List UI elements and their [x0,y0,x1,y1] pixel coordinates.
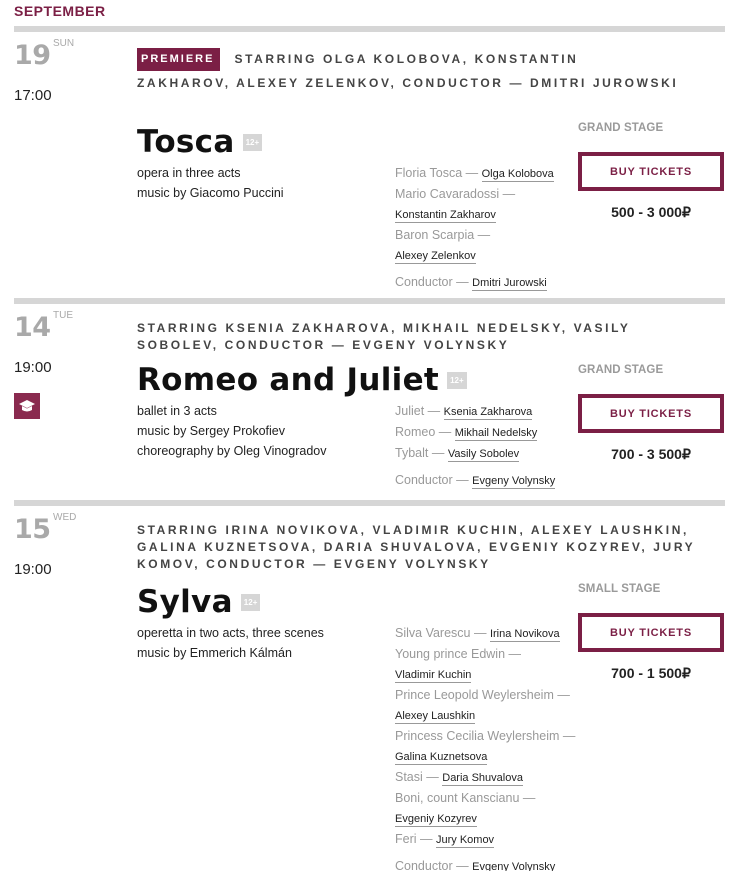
event-card [14,298,725,498]
cast-role: Prince Leopold Weylersheim — [395,688,570,702]
event-time: 19:00 [14,561,52,578]
cast-artist-link[interactable]: Irina Novikova [489,628,560,640]
conductor-artist-link[interactable]: Evgeny Volynsky [472,475,556,487]
cast-artist-link[interactable]: Vasily Sobolev [447,448,520,460]
event-card [14,500,725,870]
conductor-role: Conductor — [395,859,469,871]
cast-role: Mario Cavaradossi — [395,187,516,201]
stage-label: GRAND STAGE [578,122,664,134]
conductor-artist-link[interactable]: Evgeny Volynsky [472,861,555,871]
starring-text: STARRING IRINA NOVIKOVA, VLADIMIR KUCHIN, ALEXEY LAUSHKIN, GALINA KUZNETSOVA, DARIA SHUVALOVA, EVGENIY KOZYREV, JURY KOMOV, CONDUCTOR — EVGENY VOLYNSKY [137,523,696,571]
cast-artist-link[interactable]: Konstantin Zakharov [395,209,496,221]
event-description [137,163,284,203]
cast-role: Princess Cecilia Weylersheim — [395,729,576,743]
description-line: choreography by Oleg Vinogradov [137,444,327,458]
price-range: 700 - 1 500₽ [611,665,691,681]
description-line: opera in three acts [137,166,241,180]
cast-role: Juliet — [395,404,441,418]
event-description [137,623,324,663]
cast-role: Stasi — [395,770,439,784]
cast-artist-link[interactable]: Galina Kuznetsova [395,751,488,763]
buy-tickets-button[interactable]: BUY TICKETS [578,613,724,652]
description-line: music by Emmerich Kálmán [137,646,292,660]
cast-artist-link[interactable]: Evgeniy Kozyrev [395,813,477,825]
age-rating: 12+ [243,134,263,151]
cast-role: Silva Varescu — [395,626,487,640]
event-description [137,401,326,461]
graduation-cap-icon[interactable] [14,393,40,419]
buy-tickets-button[interactable]: BUY TICKETS [578,394,724,433]
cast-role: Tybalt — [395,446,445,460]
cast-list [395,163,580,293]
starring-text-cont: ZAKHAROV, ALEXEY ZELENKOV, CONDUCTOR — DMITRI JUROWSKI [137,76,679,90]
event-time: 17:00 [14,87,52,104]
conductor-role: Conductor — [395,275,469,289]
event-title[interactable]: Sylva [137,584,233,620]
cast-artist-link[interactable]: Vladimir Kuchin [395,669,472,681]
event-date: 15 [14,514,51,545]
cast-list [395,401,580,491]
age-rating: 12+ [447,372,467,389]
cast-role: Young prince Edwin — [395,647,522,661]
price-range: 500 - 3 000₽ [611,204,691,220]
cast-artist-link[interactable]: Olga Kolobova [481,168,554,180]
event-weekday: TUE [53,310,73,321]
price-range: 700 - 3 500₽ [611,446,691,462]
cast-artist-link[interactable]: Alexey Zelenkov [395,250,476,262]
event-date: 19 [14,40,51,71]
starring-block [137,522,717,573]
cast-role: Baron Scarpia — [395,228,491,242]
event-title[interactable]: Romeo and Juliet [137,362,440,398]
description-line: music by Giacomo Puccini [137,186,284,200]
cast-artist-link[interactable]: Mikhail Nedelsky [454,427,538,439]
starring-block [137,48,717,92]
event-weekday: WED [53,512,77,523]
cast-role: Romeo — [395,425,452,439]
starring-text: STARRING OLGA KOLOBOVA, KONSTANTIN [234,52,579,66]
buy-tickets-button[interactable]: BUY TICKETS [578,152,724,191]
cast-artist-link[interactable]: Jury Komov [435,834,495,846]
description-line: ballet in 3 acts [137,404,217,418]
conductor-role: Conductor — [395,473,469,487]
stage-label: GRAND STAGE [578,364,664,376]
cast-artist-link[interactable]: Daria Shuvalova [442,772,523,784]
event-time: 19:00 [14,359,52,376]
cast-artist-link[interactable]: Ksenia Zakharova [443,406,533,418]
cast-role: Boni, count Kanscianu — [395,791,536,805]
cast-artist-link[interactable]: Alexey Laushkin [395,710,476,722]
age-rating: 12+ [241,594,261,611]
event-weekday: SUN [53,38,75,49]
cast-list [395,623,580,871]
starring-block [137,320,717,354]
cast-role: Feri — [395,832,433,846]
premiere-badge: PREMIERE [137,48,220,71]
cast-role: Floria Tosca — [395,166,479,180]
event-title[interactable]: Tosca [137,124,235,160]
event-date: 14 [14,312,51,343]
description-line: music by Sergey Prokofiev [137,424,285,438]
description-line: operetta in two acts, three scenes [137,626,324,640]
month-heading: SEPTEMBER [14,3,106,19]
event-card [14,26,725,296]
starring-text: STARRING KSENIA ZAKHAROVA, MIKHAIL NEDELSKY, VASILY SOBOLEV, CONDUCTOR — EVGENY VOLYNSKY [137,321,631,352]
conductor-artist-link[interactable]: Dmitri Jurowski [472,277,547,289]
stage-label: SMALL STAGE [578,583,661,595]
